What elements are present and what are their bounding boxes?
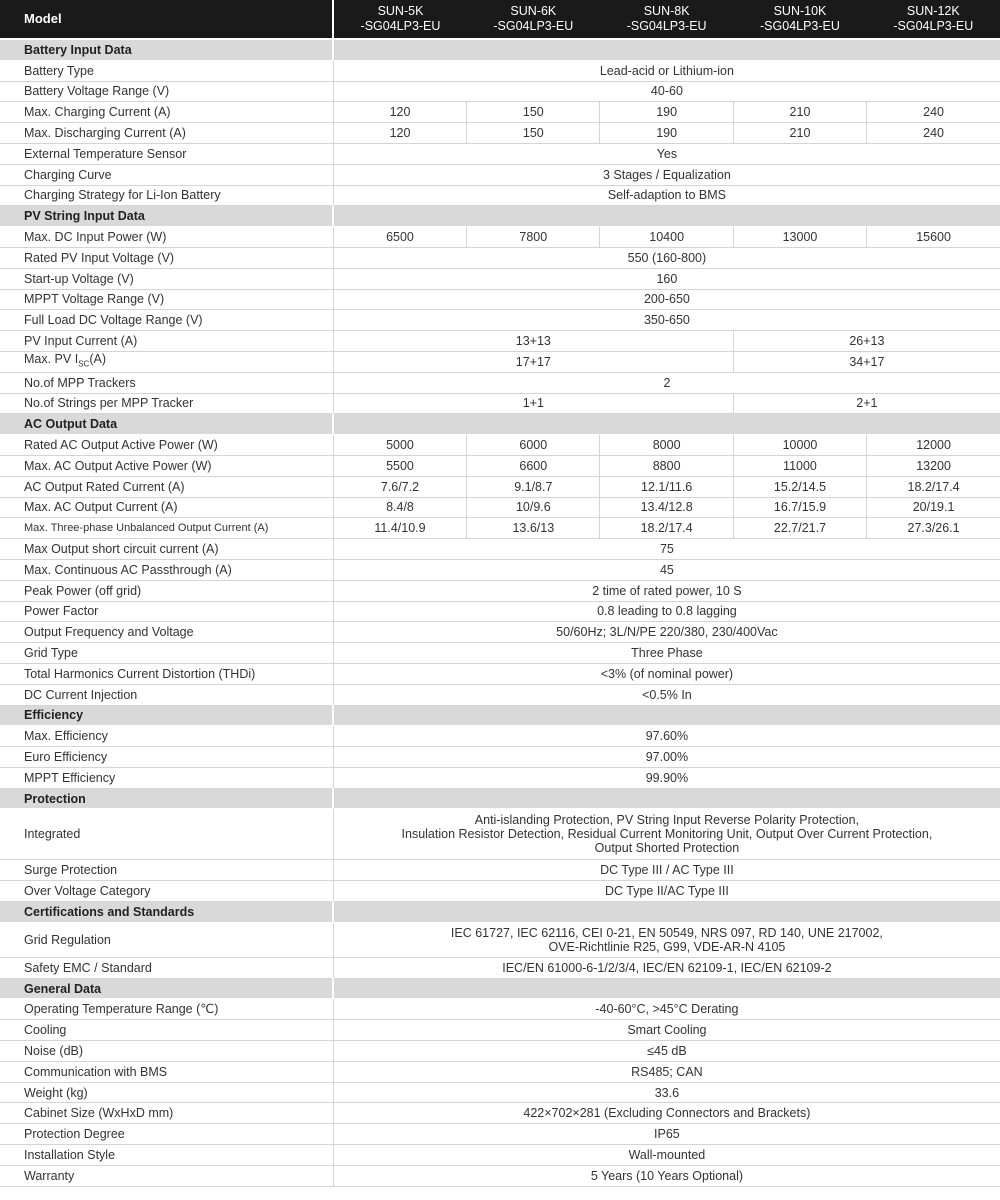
spec-row: Max Output short circuit current (A) 75 [0,539,1000,560]
spec-row: Max. Three-phase Unbalanced Output Current (A) 11.4/10.9 13.6/13 18.2/17.4 22.7/21.7 27.3/26.1 [0,518,1000,539]
spec-row: Full Load DC Voltage Range (V) 350-650 [0,310,1000,331]
section-header: Certifications and Standards [0,902,1000,923]
spec-row: Charging Strategy for Li-Ion Battery Self-adaption to BMS [0,185,1000,206]
spec-row: Rated AC Output Active Power (W) 5000 6000 8000 10000 12000 [0,435,1000,456]
section-header: AC Output Data [0,414,1000,435]
spec-row: Integrated Anti-islanding Protection, PV String Input Reverse Polarity Protection, Insulation Resistor Detection, Residual Current Monitoring Unit, Output Over Current Protection, Output Shorted Protection [0,809,1000,860]
section-header: Battery Input Data [0,40,1000,60]
section-header: General Data [0,978,1000,999]
spec-row: Total Harmonics Current Distortion (THDi) <3% (of nominal power) [0,663,1000,684]
spec-row: Max. AC Output Current (A) 8.4/8 10/9.6 13.4/12.8 16.7/15.9 20/19.1 [0,497,1000,518]
spec-row: Max. Discharging Current (A) 120 150 190 210 240 [0,123,1000,144]
spec-row: PV Input Current (A) 13+13 26+13 [0,331,1000,352]
spec-row: Max. Efficiency 97.60% [0,726,1000,747]
spec-row: Max. AC Output Active Power (W) 5500 6600 8800 11000 13200 [0,455,1000,476]
spec-row: Max. PV $I_{SC}(A)$ 17+17 34+17 [0,351,1000,372]
spec-row: Operating Temperature Range (℃) -40-60°C, >45°C Derating [0,999,1000,1020]
spec-row: Battery Voltage Range (V) 40-60 [0,81,1000,102]
spec-row: Weight (kg) 33.6 [0,1082,1000,1103]
header-row [0,0,1000,38]
spec-row: Power Factor 0.8 leading to 0.8 lagging [0,601,1000,622]
model-name: SUN-8K -SG04LP3-EU [600,0,733,38]
spec-row: Warranty 5 Years (10 Years Optional) [0,1165,1000,1186]
spec-row: No.of Strings per MPP Tracker 1+1 2+1 [0,393,1000,414]
model-name: SUN-5K -SG04LP3-EU [333,0,466,38]
model-name: SUN-10K -SG04LP3-EU [733,0,866,38]
model-name: SUN-6K -SG04LP3-EU [467,0,600,38]
spec-row: No.of MPP Trackers 2 [0,372,1000,393]
spec-row: Cabinet Size (WxHxD mm) 422×702×281 (Excluding Connectors and Brackets) [0,1103,1000,1124]
section-header: Efficiency [0,705,1000,726]
spec-row: Noise (dB) ≤45 dB [0,1041,1000,1062]
spec-row: Output Frequency and Voltage 50/60Hz; 3L/N/PE 220/380, 230/400Vac [0,622,1000,643]
spec-row: Start-up Voltage (V) 160 [0,268,1000,289]
spec-row: Cooling Smart Cooling [0,1020,1000,1041]
spec-row: Grid Type Three Phase [0,643,1000,664]
spec-row: Battery Type Lead-acid or Lithium-ion [0,60,1000,81]
spec-row: MPPT Efficiency 99.90% [0,767,1000,788]
spec-row: Safety EMC / Standard IEC/EN 61000-6-1/2/3/4, IEC/EN 62109-1, IEC/EN 62109-2 [0,957,1000,978]
spec-row: Protection Degree IP65 [0,1124,1000,1145]
spec-row: DC Current Injection <0.5% In [0,684,1000,705]
spec-row: Peak Power (off grid) 2 time of rated power, 10 S [0,580,1000,601]
model-label: Model [0,0,333,38]
spec-row: MPPT Voltage Range (V) 200-650 [0,289,1000,310]
spec-row: Max. Charging Current (A) 120 150 190 210 240 [0,102,1000,123]
spec-row: Communication with BMS RS485; CAN [0,1061,1000,1082]
spec-row: Euro Efficiency 97.00% [0,747,1000,768]
spec-row: Max. DC Input Power (W) 6500 7800 10400 13000 15600 [0,227,1000,248]
spec-row: Grid Regulation IEC 61727, IEC 62116, CEI 0-21, EN 50549, NRS 097, RD 140, UNE 217002, OVE-Richtlinie R25, G99, VDE-AR-N 4105 [0,922,1000,957]
section-header: PV String Input Data [0,206,1000,227]
spec-row: Surge Protection DC Type III / AC Type III [0,860,1000,881]
spec-row: External Temperature Sensor Yes [0,143,1000,164]
spec-row: Max. Continuous AC Passthrough (A) 45 [0,559,1000,580]
spec-row: AC Output Rated Current (A) 7.6/7.2 9.1/8.7 12.1/11.6 15.2/14.5 18.2/17.4 [0,476,1000,497]
spec-row: Charging Curve 3 Stages / Equalization [0,164,1000,185]
spec-row: Installation Style Wall-mounted [0,1145,1000,1166]
model-name: SUN-12K -SG04LP3-EU [867,0,1000,38]
spec-row: Over Voltage Category DC Type II/AC Type III [0,881,1000,902]
section-header: Protection [0,788,1000,809]
spec-row: Rated PV Input Voltage (V) 550 (160-800) [0,247,1000,268]
